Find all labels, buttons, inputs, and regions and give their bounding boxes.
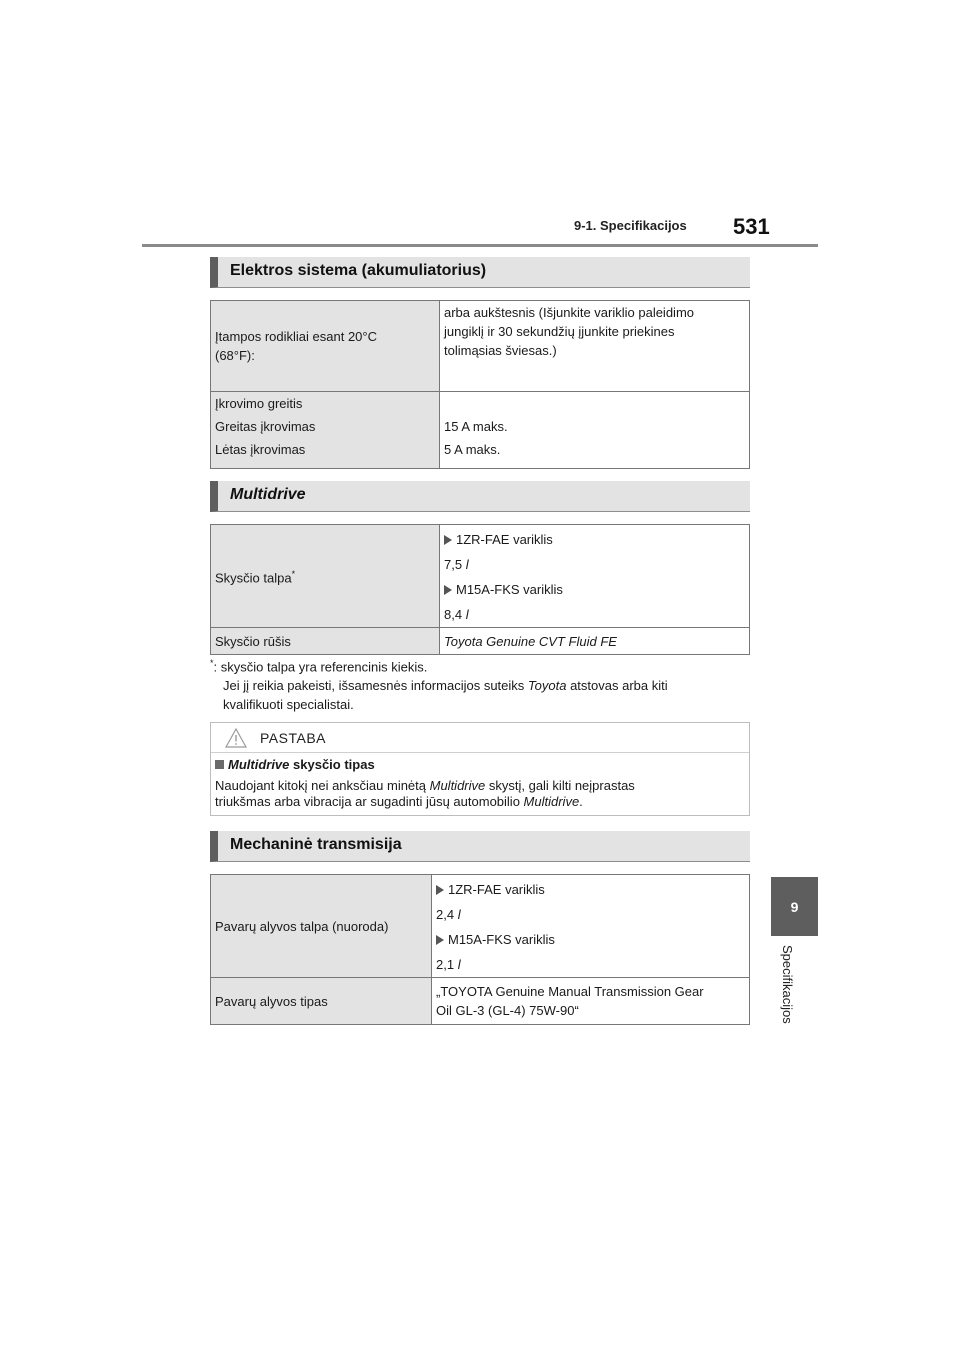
- footnote-line: atstovas arba kiti: [566, 678, 668, 694]
- engine-name: M15A-FKS variklis: [456, 582, 563, 597]
- engine-name: 1ZR-FAE variklis: [448, 882, 545, 897]
- table-row: [211, 392, 750, 415]
- capacity-value: 8,4: [444, 607, 466, 622]
- fluid-type-label: Skysčio rūšis: [215, 633, 291, 649]
- table-row: [211, 628, 750, 655]
- warning-icon: [225, 728, 247, 748]
- notice-body: [211, 753, 749, 810]
- notice-text-italic: Multidrive: [429, 778, 486, 793]
- slow-charge-label: Lėtas įkrovimas: [215, 442, 306, 457]
- capacity-value: 2,4: [436, 907, 458, 922]
- notice-text: Naudojant kitokį nei anksčiau minėtą: [215, 778, 430, 793]
- oil-capacity-label: Pavarų alyvos talpa (nuoroda): [215, 918, 389, 934]
- notice-title: PASTABA: [260, 730, 327, 746]
- fast-charge-value: 15 A maks.: [444, 418, 508, 434]
- fluid-type-value: Toyota Genuine CVT Fluid FE: [444, 633, 617, 649]
- table-cell: [211, 414, 440, 438]
- table-row: [211, 438, 750, 469]
- square-bullet-icon: [215, 760, 224, 769]
- engine-row: [436, 877, 745, 902]
- notice-text: .: [579, 794, 583, 809]
- notice-sub-italic: Multidrive: [228, 757, 290, 772]
- section-heading-multidrive: [210, 481, 750, 512]
- table-row: [211, 875, 750, 978]
- fast-charge-label: Greitas įkrovimas: [215, 418, 316, 434]
- notice-text-line: [215, 778, 745, 794]
- multidrive-table: [210, 524, 750, 655]
- capacity-value: 7,5: [444, 557, 466, 572]
- capacity-value: 2,1: [436, 957, 458, 972]
- engine-row: [436, 927, 745, 952]
- page-number: 531: [733, 214, 770, 239]
- notice-sub-text: skysčio tipas: [289, 757, 375, 772]
- table-cell: [440, 628, 750, 655]
- unit-liter: l: [457, 957, 461, 972]
- notice-header: [211, 723, 749, 753]
- unit-liter: l: [465, 557, 469, 572]
- voltage-value: arba aukštesnis (Išjunkite variklio paleidimo jungiklį ir 30 sekundžių įjunkite priekines tolimąsias šviesas.): [444, 305, 695, 358]
- engine-name: 1ZR-FAE variklis: [456, 532, 553, 547]
- charge-label: Įkrovimo greitis: [215, 395, 303, 411]
- section-heading-mechanine: [210, 831, 750, 862]
- table-row: [211, 978, 750, 1025]
- unit-liter: l: [457, 907, 461, 922]
- table-cell: [211, 392, 440, 415]
- table-cell: [440, 438, 750, 469]
- footnote-marker: *: [210, 658, 214, 668]
- table-cell: [432, 978, 750, 1025]
- elektros-table: [210, 300, 750, 469]
- footnote-line: kvalifikuoti specialistai.: [223, 697, 354, 713]
- table-cell: [211, 525, 440, 628]
- arrow-right-icon: [444, 585, 452, 595]
- table-cell: [211, 875, 432, 978]
- section-heading-text: Elektros sistema (akumuliatorius): [230, 262, 487, 279]
- notice-text: skystį, gali kilti neįprastas: [485, 778, 635, 793]
- oil-type-value: Oil GL-3 (GL-4) 75W-90“: [436, 1003, 579, 1018]
- notice-text-line: [215, 794, 745, 810]
- table-cell: [432, 875, 750, 978]
- table-cell: [211, 301, 440, 392]
- engine-capacity: [444, 552, 745, 577]
- footnote-marker: *: [291, 568, 296, 579]
- table-cell: [440, 525, 750, 628]
- voltage-label: Įtampos rodikliai esant 20°C (68°F):: [215, 329, 377, 363]
- table-cell: [440, 301, 750, 392]
- table-cell: [211, 438, 440, 469]
- header-divider: [142, 244, 818, 247]
- notice-box: [210, 722, 750, 816]
- section-heading-text: Multidrive: [230, 486, 306, 503]
- arrow-right-icon: [436, 885, 444, 895]
- footnote-brand: Toyota: [527, 678, 567, 694]
- engine-row: [444, 527, 745, 552]
- engine-capacity: [436, 952, 745, 977]
- arrow-right-icon: [436, 935, 444, 945]
- arrow-right-icon: [444, 535, 452, 545]
- chapter-tab: [771, 877, 818, 936]
- slow-charge-value: 5 A maks.: [444, 442, 501, 457]
- notice-text-italic: Multidrive: [523, 794, 580, 809]
- engine-capacity: [444, 602, 745, 627]
- engine-capacity: [436, 902, 745, 927]
- table-cell: [440, 392, 750, 415]
- fluid-capacity-label: Skysčio talpa: [215, 570, 292, 586]
- engine-name: M15A-FKS variklis: [448, 932, 555, 947]
- oil-type-value: „TOYOTA Genuine Manual Transmission Gear: [436, 984, 704, 999]
- footnote: [210, 654, 750, 714]
- section-title: 9-1. Specifikacijos: [574, 218, 687, 233]
- table-row: [211, 301, 750, 392]
- chapter-label: Specifikacijos: [780, 945, 795, 1024]
- table-cell: [440, 414, 750, 438]
- table-cell: [211, 978, 432, 1025]
- footnote-line: Jei jį reikia pakeisti, išsamesnės informacijos suteiks: [223, 678, 528, 694]
- section-heading-elektros: [210, 257, 750, 288]
- notice-subheading: [215, 757, 745, 773]
- engine-row: [444, 577, 745, 602]
- footnote-line: : skysčio talpa yra referencinis kiekis.: [213, 659, 428, 675]
- mechanine-table: [210, 874, 750, 1025]
- table-row: [211, 525, 750, 628]
- table-cell: [211, 628, 440, 655]
- table-row: [211, 414, 750, 438]
- section-heading-text: Mechaninė transmisija: [230, 836, 402, 853]
- unit-liter: l: [465, 607, 469, 622]
- chapter-number: 9: [790, 898, 799, 915]
- notice-text: triukšmas arba vibracija ar sugadinti jūsų automobilio: [215, 794, 524, 809]
- oil-type-label: Pavarų alyvos tipas: [215, 993, 328, 1009]
